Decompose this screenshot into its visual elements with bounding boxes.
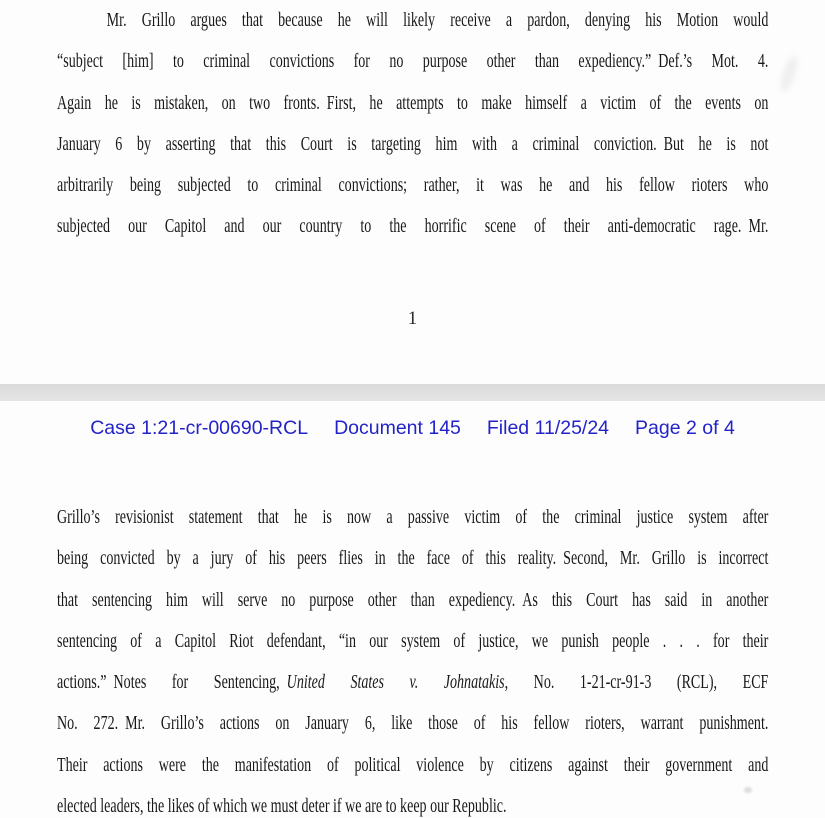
- page1-body: [57, 0, 768, 248]
- body-line: subjected our Capitol and our country to the horrific scene of their anti-democratic rage. Mr.: [57, 216, 769, 238]
- stamp-filed-date: Filed 11/25/24: [486, 417, 610, 439]
- page-break-separator: [0, 384, 825, 401]
- body-line: Again he is mistaken, on two fronts. First, he attempts to make himself a victim of the events on: [57, 92, 769, 114]
- body-line: arbitrarily being subjected to criminal convictions; rather, it was he and his fellow rioters who: [57, 175, 769, 197]
- body-line: Their actions were the manifestation of political violence by citizens against their government and: [57, 754, 769, 776]
- ecf-stamp: [0, 417, 825, 440]
- scan-artifact: [777, 54, 800, 94]
- page2-body: [57, 497, 768, 818]
- body-line: “subject [him] to criminal convictions for no purpose other than expediency.” Def.’s Mot. 4.: [57, 51, 769, 73]
- body-line: No. 272. Mr. Grillo’s actions on January 6, like those of his fellow rioters, warrant punishment.: [57, 713, 769, 735]
- citation-post: , No. 1-21-cr-91-3 (RCL), ECF: [504, 672, 769, 694]
- stamp-page-number: Page 2 of 4: [635, 417, 735, 439]
- body-line: Mr. Grillo argues that because he will likely receive a pardon, denying his Motion would: [106, 10, 769, 31]
- body-line: that sentencing him will serve no purpose other than expediency. As this Court has said in another: [57, 589, 769, 611]
- scan-artifact: [744, 787, 752, 793]
- stamp-document-number: Document 145: [334, 417, 461, 439]
- body-line: elected leaders, the likes of which we must deter if we are to keep our Republic.: [57, 796, 507, 818]
- body-line: being convicted by a jury of his peers flies in the face of this reality. Second, Mr. Grillo is incorrect: [57, 548, 769, 570]
- citation-case-name: United States v. Johnatakis: [286, 672, 505, 694]
- page-number: 1: [407, 308, 418, 329]
- body-line: sentencing of a Capitol Riot defendant, “in our system of justice, we punish people . . . for their: [57, 630, 769, 652]
- body-line-citation: [57, 662, 768, 703]
- citation-pre: actions.” Notes for Sentencing,: [57, 672, 287, 694]
- body-line: Grillo’s revisionist statement that he is now a passive victim of the criminal justice system after: [57, 507, 769, 528]
- stamp-case-number: Case 1:21-cr-00690-RCL: [90, 417, 309, 439]
- body-line: January 6 by asserting that this Court is targeting him with a criminal conviction. But he is not: [57, 133, 769, 155]
